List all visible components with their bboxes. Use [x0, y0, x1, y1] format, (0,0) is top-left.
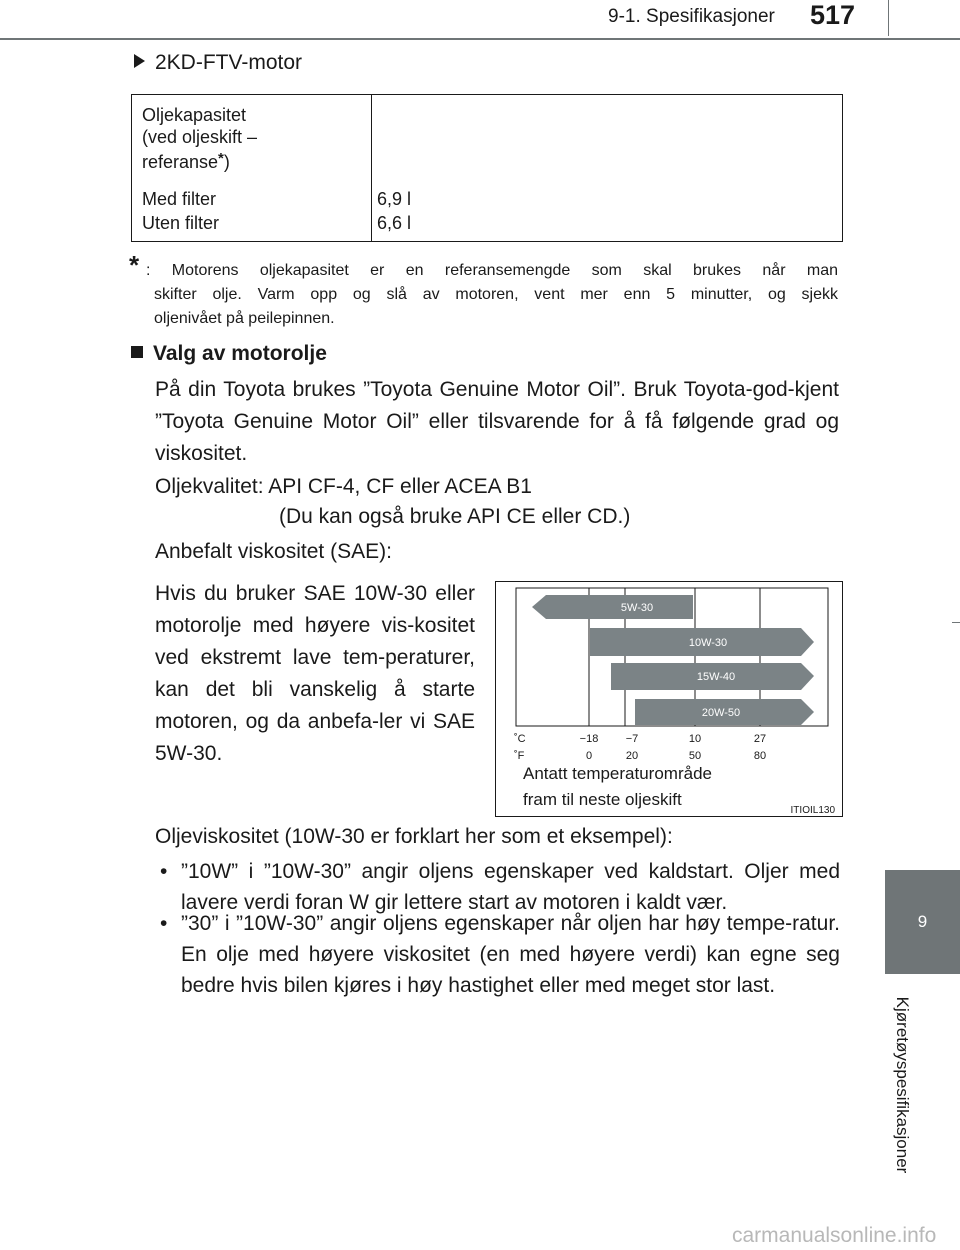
grade-label: 5W-30 — [620, 602, 654, 614]
bullet-icon: • — [160, 912, 168, 935]
triangle-bullet-icon — [134, 54, 145, 68]
figure-caption: fram til neste oljeskift — [523, 790, 682, 809]
footnote-mark: * — [129, 250, 140, 280]
figure-caption: Antatt temperaturområde — [523, 764, 712, 783]
intro-paragraph: På din Toyota brukes ”Toyota Genuine Motor Oil”. Bruk Toyota-god-kjent ”Toyota Genuine Motor Oil” eller tilsvarende for å få følgende grad og viskositet. — [155, 378, 839, 465]
viscosity-heading: Anbefalt viskositet (SAE): — [155, 540, 392, 563]
page-number: 517 — [810, 0, 856, 30]
unit-f: ˚F — [514, 750, 525, 762]
capacity-label-line: referanse — [142, 152, 219, 172]
viscosity-explain-heading: Oljeviskositet (10W-30 er forklart her som et eksempel): — [155, 825, 673, 848]
chapter-title — [872, 980, 932, 1190]
unit-c: ˚C — [514, 733, 526, 745]
header-divider — [888, 0, 889, 36]
footnote-star: * — [218, 150, 224, 167]
engine-heading-text: 2KD-FTV-motor — [155, 51, 303, 74]
footnote — [146, 259, 838, 331]
capacity-row-label: Uten filter — [142, 213, 220, 233]
tick-f: 20 — [625, 750, 639, 762]
section-title: 9-1. Spesifikasjoner — [608, 6, 775, 27]
capacity-table-divider — [371, 94, 372, 242]
tick-f: 50 — [688, 750, 702, 762]
footnote-line: : Motorens oljekapasitet er en referansemengde som skal brukes når man — [146, 262, 838, 279]
grade-label: 20W-50 — [701, 707, 741, 719]
grade-label: 15W-40 — [696, 671, 736, 683]
tick-f: 80 — [753, 750, 767, 762]
capacity-label-close: ) — [223, 152, 230, 172]
chapter-title-text: Kjøretøyspesifikasjoner — [893, 996, 912, 1174]
grade-label: 10W-30 — [688, 637, 728, 649]
tick-f: 0 — [585, 750, 593, 762]
capacity-row-value: 6,6 l — [377, 213, 412, 233]
oil-quality-alt: (Du kan også bruke API CE eller CD.) — [279, 505, 631, 528]
capacity-label-line: (ved oljeskift – — [142, 127, 258, 147]
tick-c: −18 — [579, 733, 599, 745]
grade-band-5w30 — [532, 595, 693, 619]
chapter-number: 9 — [917, 912, 928, 931]
bullet-text: ”10W” i ”10W-30” angir oljens egenskaper ved kaldstart. Oljer med lavere verdi foran W gir lettere start av motoren i kaldt vær. — [181, 860, 840, 914]
chapter-tab — [885, 870, 960, 974]
bullet-text: ”30” i ”10W-30” angir oljens egenskaper når oljen har høy tempe-ratur. En olje med høyere viskositet (en med høyere verdi) kan egne seg bedre hvis bilen kjøres i høy hastighet eller med meget stor last. — [181, 912, 840, 997]
engine-heading — [134, 51, 302, 75]
section-heading — [131, 342, 327, 366]
footnote-line: oljenivået på peilepinnen. — [154, 310, 335, 327]
tick-c: 27 — [753, 733, 767, 745]
tick-c: 10 — [688, 733, 702, 745]
capacity-row-label: Med filter — [142, 189, 217, 209]
viscosity-figure — [495, 581, 843, 817]
watermark: carmanualsonline.info — [732, 1224, 937, 1247]
viscosity-note: Hvis du bruker SAE 10W-30 eller motorolje med høyere vis-kositet ved ekstremt lave tem-peraturer, kan det bli vanskelig å starte motoren, og da anbefa-ler vi SAE 5W-30. — [155, 582, 475, 765]
bullet-icon: • — [160, 860, 168, 883]
margin-mark — [952, 622, 960, 623]
capacity-row-value: 6,9 l — [377, 189, 412, 209]
header-rule — [0, 38, 960, 40]
tick-c: −7 — [625, 733, 639, 745]
list-item — [160, 908, 840, 1001]
capacity-label-line: Oljekapasitet — [142, 105, 247, 125]
oil-quality: Oljekvalitet: API CF-4, CF eller ACEA B1 — [155, 475, 532, 498]
viscosity-chart — [496, 582, 842, 816]
capacity-label — [142, 104, 257, 173]
square-bullet-icon — [131, 346, 143, 358]
figure-code: ITIOIL130 — [790, 805, 835, 816]
section-heading-text: Valg av motorolje — [153, 342, 327, 365]
footnote-line: skifter olje. Varm opp og slå av motoren, vent mer enn 5 minutter, og sjekk — [154, 286, 838, 303]
